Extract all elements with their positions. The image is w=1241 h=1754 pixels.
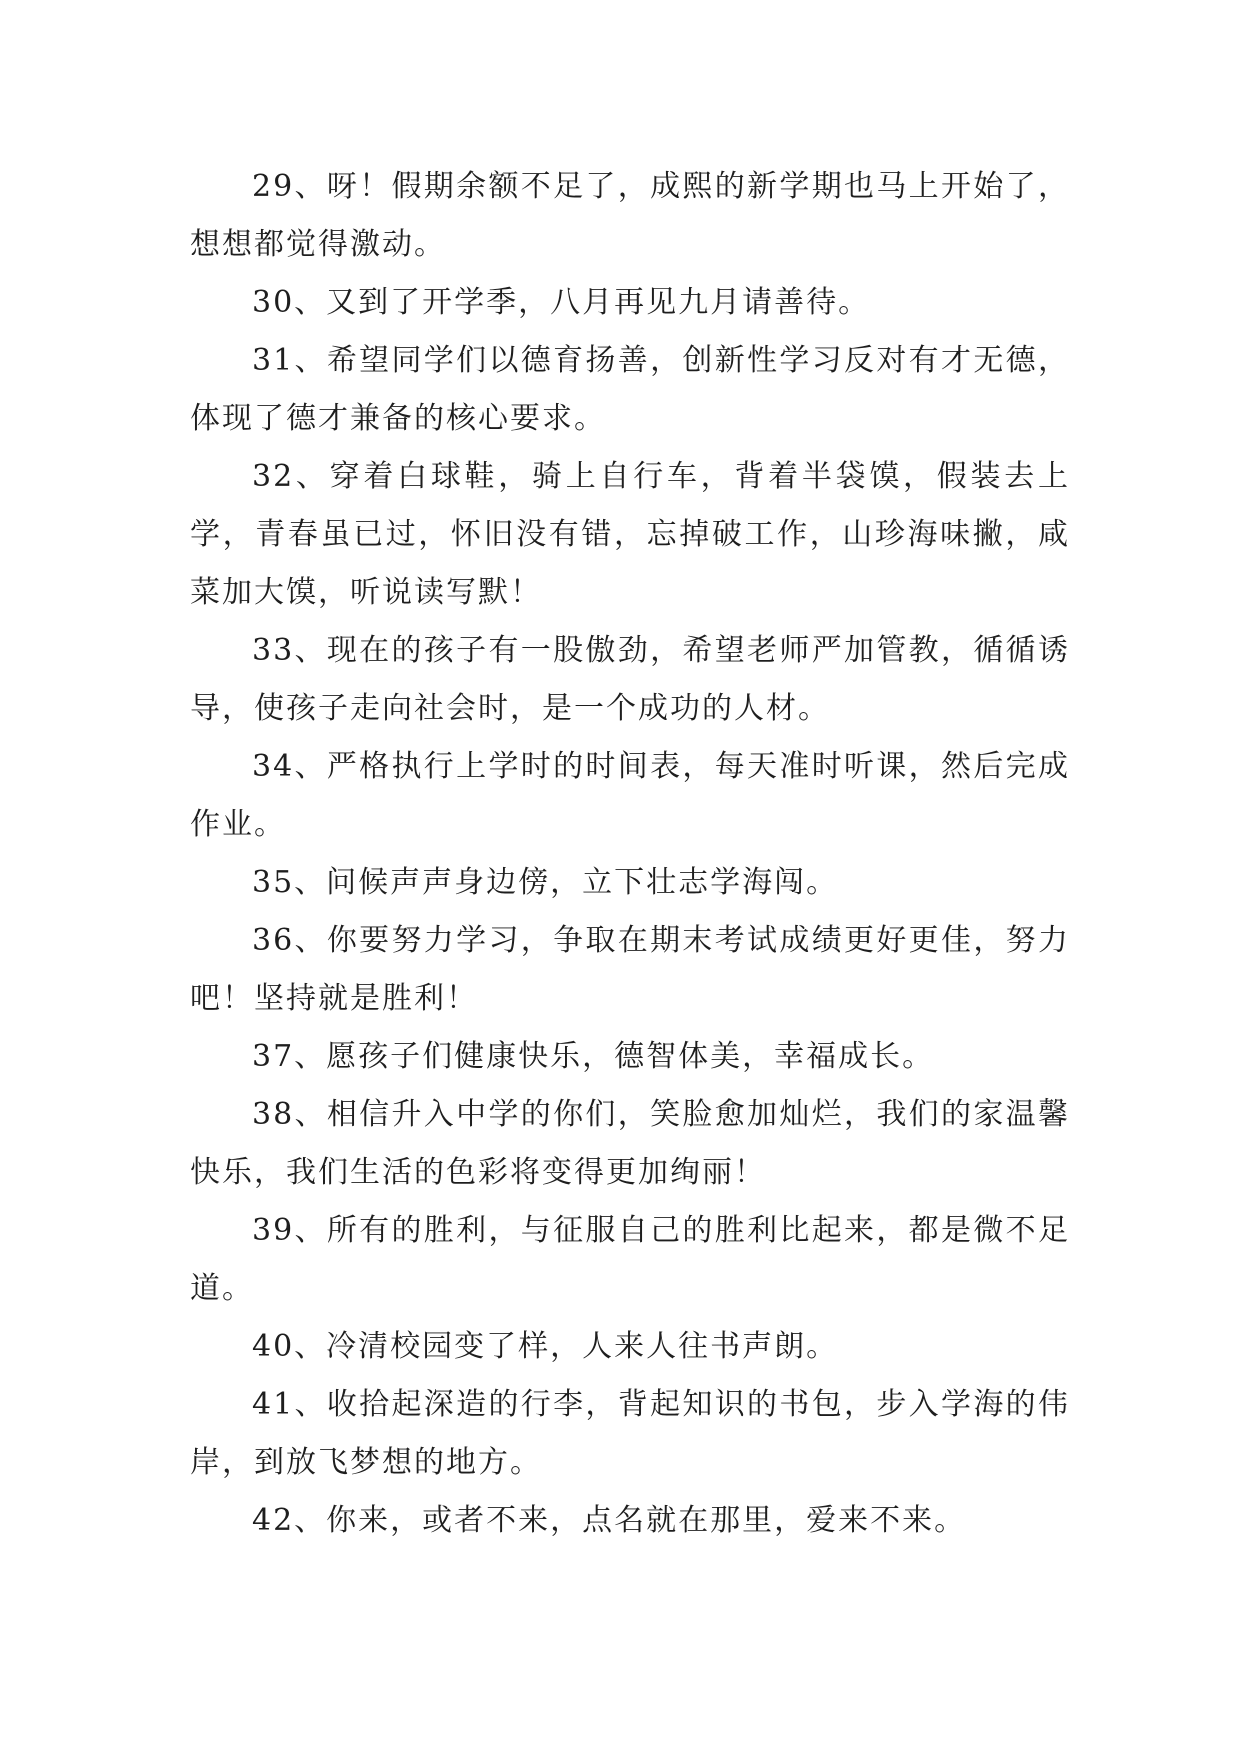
paragraph-38: 38、相信升入中学的你们，笑脸愈加灿烂，我们的家温馨快乐，我们生活的色彩将变得更加绚丽！	[190, 1097, 1070, 1190]
paragraph-40: 40、冷清校园变了样，人来人往书声朗。	[252, 1329, 839, 1364]
paragraph-29: 29、呀！假期余额不足了，成熙的新学期也马上开始了，想想都觉得激动。	[190, 169, 1070, 262]
paragraph-30: 30、又到了开学季，八月再见九月请善待。	[252, 285, 871, 320]
paragraph-37: 37、愿孩子们健康快乐，德智体美，幸福成长。	[252, 1039, 935, 1074]
paragraph-42: 42、你来，或者不来，点名就在那里，爱来不来。	[252, 1503, 967, 1538]
paragraph-34: 34、严格执行上学时的时间表，每天准时听课，然后完成作业。	[190, 749, 1070, 842]
paragraph-33: 33、现在的孩子有一股傲劲，希望老师严加管教，循循诱导，使孩子走向社会时，是一个成功的人材。	[190, 633, 1070, 726]
paragraph-41: 41、收拾起深造的行李，背起知识的书包，步入学海的伟岸，到放飞梦想的地方。	[190, 1387, 1070, 1480]
paragraph-36: 36、你要努力学习，争取在期末考试成绩更好更佳，努力吧！坚持就是胜利！	[190, 923, 1070, 1016]
document-body	[190, 158, 1070, 1550]
paragraph-39: 39、所有的胜利，与征服自己的胜利比起来，都是微不足道。	[190, 1213, 1070, 1306]
paragraph-31: 31、希望同学们以德育扬善，创新性学习反对有才无德，体现了德才兼备的核心要求。	[190, 343, 1070, 436]
paragraph-35: 35、问候声声身边傍，立下壮志学海闯。	[252, 865, 839, 900]
paragraph-32: 32、穿着白球鞋，骑上自行车，背着半袋馍，假装去上学，青春虽已过，怀旧没有错，忘掉破工作，山珍海味撇，咸菜加大馍，听说读写默！	[190, 459, 1070, 610]
